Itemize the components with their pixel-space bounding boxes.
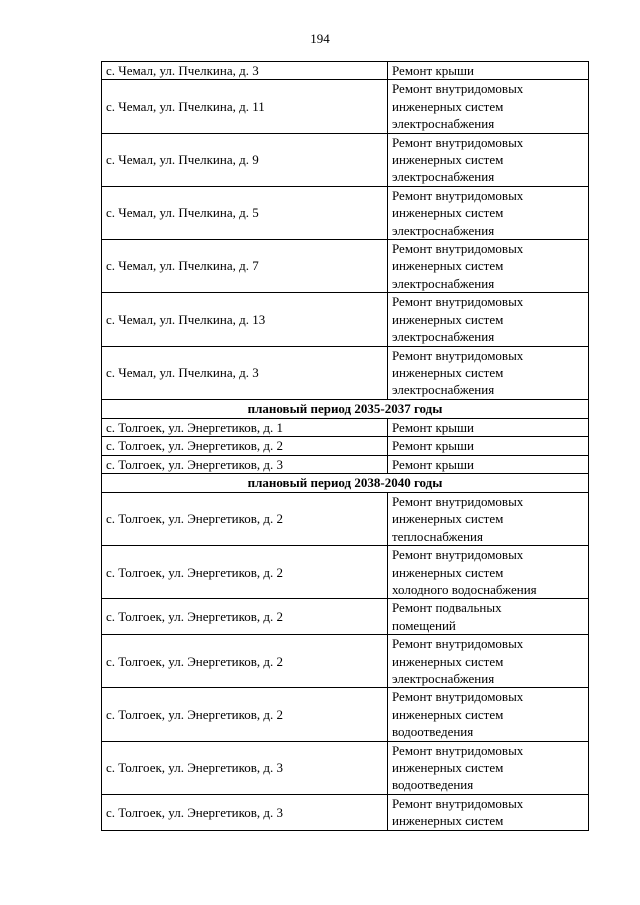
repair-schedule-table [101,61,589,831]
period-header-row [102,399,589,418]
table-row [102,688,589,741]
work-type-cell: Ремонт внутридомовых инженерных систем электроснабжения [388,293,589,346]
address-cell: с. Чемал, ул. Пчелкина, д. 5 [102,186,388,239]
address-cell: с. Толгоек, ул. Энергетиков, д. 2 [102,492,388,545]
work-type-cell: Ремонт подвальных помещений [388,599,589,635]
work-type-cell: Ремонт крыши [388,455,589,473]
table-row [102,437,589,455]
table-row [102,133,589,186]
address-cell: с. Чемал, ул. Пчелкина, д. 11 [102,80,388,133]
address-cell: с. Чемал, ул. Пчелкина, д. 13 [102,293,388,346]
address-cell: с. Толгоек, ул. Энергетиков, д. 2 [102,437,388,455]
address-cell: с. Толгоек, ул. Энергетиков, д. 2 [102,599,388,635]
work-type-cell: Ремонт крыши [388,418,589,436]
work-type-cell: Ремонт крыши [388,437,589,455]
work-type-cell: Ремонт внутридомовых инженерных систем электроснабжения [388,635,589,688]
work-type-cell: Ремонт внутридомовых инженерных систем водоотведения [388,741,589,794]
table-row [102,293,589,346]
address-cell: с. Толгоек, ул. Энергетиков, д. 2 [102,688,388,741]
address-cell: с. Толгоек, ул. Энергетиков, д. 2 [102,546,388,599]
work-type-cell: Ремонт крыши [388,62,589,80]
address-cell: с. Чемал, ул. Пчелкина, д. 3 [102,62,388,80]
work-type-cell: Ремонт внутридомовых инженерных систем холодного водоснабжения [388,546,589,599]
work-type-cell: Ремонт внутридомовых инженерных систем электроснабжения [388,346,589,399]
address-cell: с. Чемал, ул. Пчелкина, д. 3 [102,346,388,399]
address-cell: с. Толгоек, ул. Энергетиков, д. 3 [102,455,388,473]
address-cell: с. Чемал, ул. Пчелкина, д. 9 [102,133,388,186]
table-body [102,62,589,831]
table-row [102,794,589,830]
table-row [102,240,589,293]
work-type-cell: Ремонт внутридомовых инженерных систем электроснабжения [388,240,589,293]
work-type-cell: Ремонт внутридомовых инженерных систем теплоснабжения [388,492,589,545]
work-type-cell: Ремонт внутридомовых инженерных систем электроснабжения [388,80,589,133]
period-header: плановый период 2038-2040 годы [102,473,589,492]
table-row [102,492,589,545]
address-cell: с. Чемал, ул. Пчелкина, д. 7 [102,240,388,293]
table-row [102,418,589,436]
address-cell: с. Толгоек, ул. Энергетиков, д. 3 [102,794,388,830]
table-row [102,599,589,635]
table-row [102,741,589,794]
work-type-cell: Ремонт внутридомовых инженерных систем электроснабжения [388,186,589,239]
address-cell: с. Толгоек, ул. Энергетиков, д. 3 [102,741,388,794]
table-row [102,186,589,239]
table-row [102,635,589,688]
address-cell: с. Толгоек, ул. Энергетиков, д. 1 [102,418,388,436]
period-header: плановый период 2035-2037 годы [102,399,589,418]
table-row [102,346,589,399]
work-type-cell: Ремонт внутридомовых инженерных систем водоотведения [388,688,589,741]
address-cell: с. Толгоек, ул. Энергетиков, д. 2 [102,635,388,688]
table-row [102,455,589,473]
table-row [102,62,589,80]
work-type-cell: Ремонт внутридомовых инженерных систем [388,794,589,830]
period-header-row [102,473,589,492]
work-type-cell: Ремонт внутридомовых инженерных систем электроснабжения [388,133,589,186]
table-row [102,546,589,599]
table-row [102,80,589,133]
page-number: 194 [310,31,330,46]
